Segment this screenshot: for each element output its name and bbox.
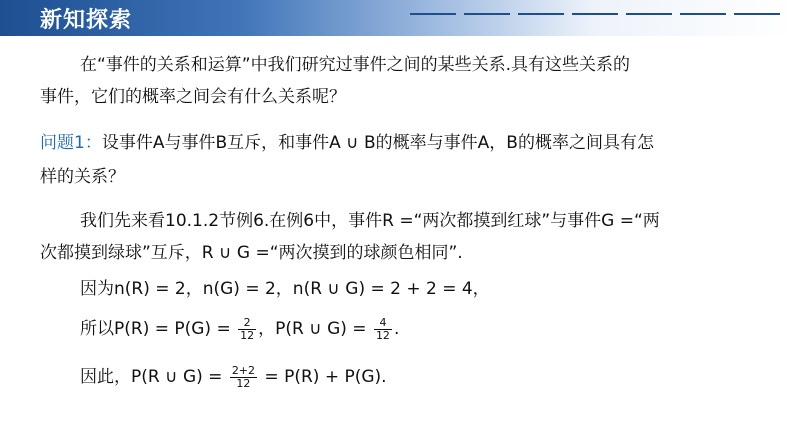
fraction-1-numerator: 2	[238, 317, 256, 330]
fraction-3-denominator: 12	[236, 376, 251, 390]
prob-suffix: .	[393, 319, 400, 339]
question-line-1	[40, 128, 654, 153]
question-label: 问题1：	[40, 133, 102, 153]
fraction-1-denominator: 12	[240, 328, 255, 342]
example-line-1: 我们先来看10.1.2节例6.在例6中，事件R =“两次都摸到红球”与事件G =“两	[80, 211, 660, 231]
fraction-3	[230, 365, 257, 390]
example-line-2: 次都摸到绿球”互斥，R ∪ G =“两次摸到的球颜色相同”.	[40, 243, 463, 263]
conclusion-line	[80, 362, 387, 390]
fraction-1	[238, 317, 256, 342]
question-line-2: 样的关系？	[40, 167, 125, 187]
intro-line-2: 事件，它们的概率之间会有什么关系呢？	[40, 87, 346, 107]
question-text: 设事件A与事件B互斥，和事件A ∪ B的概率与事件A，B的概率之间具有怎	[101, 133, 654, 153]
intro-line-1: 在“事件的关系和运算”中我们研究过事件之间的某些关系.具有这些关系的	[80, 55, 631, 75]
conclusion-suffix: = P(R) + P(G).	[259, 367, 387, 387]
section-title: 新知探索	[40, 8, 133, 33]
fraction-2-denominator: 12	[375, 328, 390, 342]
probability-line	[80, 314, 399, 342]
fraction-2	[374, 317, 392, 342]
prob-mid: ，P(R ∪ G) =	[258, 319, 372, 339]
count-line: 因为n(R) = 2，n(G) = 2，n(R ∪ G) = 2 + 2 = 4，	[80, 279, 490, 299]
fraction-2-numerator: 4	[374, 317, 392, 330]
conclusion-prefix: 因此，P(R ∪ G) =	[80, 367, 228, 387]
fraction-3-numerator: 2+2	[231, 363, 256, 377]
prob-prefix: 所以P(R) = P(G) =	[80, 319, 237, 339]
